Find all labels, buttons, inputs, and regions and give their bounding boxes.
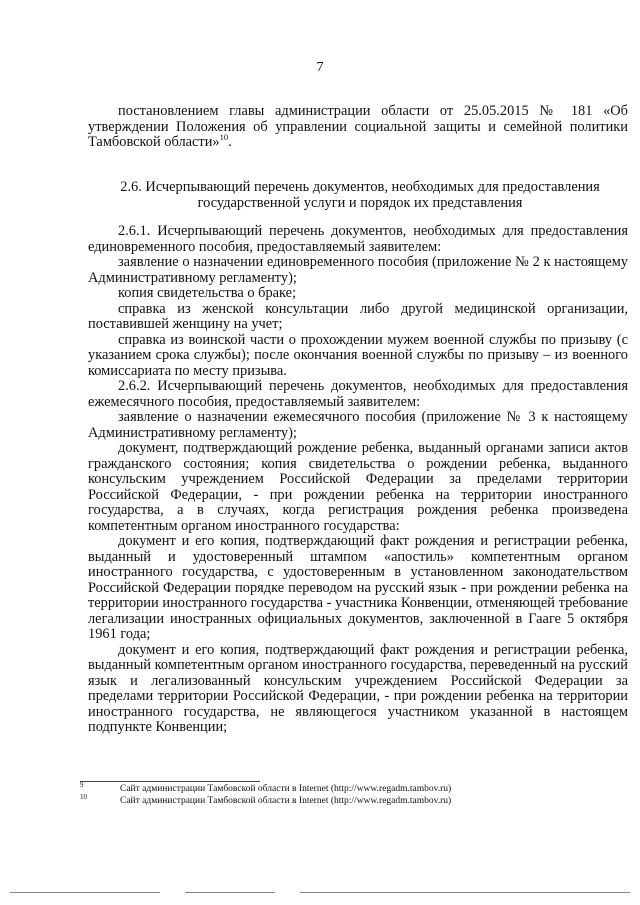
intro-paragraph — [88, 104, 628, 151]
scan-artifact-line — [185, 892, 275, 893]
list-item-apostille-document: документ и его копия, подтверждающий факт рождения и регистрации ребенка, выданный и удостоверенный штампом «апостиль» компетентным органом иностранного государства, с удостоверенным в установленном законодательством Российской Федерации порядке переводом на русский язык - при рождении ребенка на территории иностранного государства - участника Конвенции, отменяющей требование легализации иностранных официальных документов, заключенной в Гааге 5 октября 1961 года; — [88, 533, 628, 642]
footnote-number: 10 — [80, 793, 87, 801]
footnote-number: 9 — [80, 781, 84, 789]
footnote-text: Сайт администрации Тамбовской области в Internet (http://www.regadm.tambov.ru) — [120, 784, 452, 794]
intro-tail: . — [228, 134, 232, 150]
footnote-text: Сайт администрации Тамбовской области в Internet (http://www.regadm.tambov.ru) — [120, 796, 452, 806]
intro-text — [88, 104, 628, 151]
paragraph-2-6-2: 2.6.2. Исчерпывающий перечень документов, необходимых для предоставления ежемесячного пособия, предоставляемый заявителем: — [88, 378, 628, 410]
list-item-marriage-certificate: копия свидетельства о браке; — [118, 285, 297, 301]
list-item-application-lump-sum: заявление о назначении единовременного пособия (приложение № 2 к настоящему Административному регламенту); — [88, 254, 628, 286]
footnotes — [80, 783, 620, 807]
footnote-ref-10: 10 — [219, 132, 229, 143]
intro-body: постановлением главы администрации области от 25.05.2015 № 181 «Об утверждении Положения об управлении социальной защиты и семейной политики Тамбовской области» — [88, 103, 628, 150]
footnote-divider — [80, 781, 260, 782]
list-item-application-monthly: заявление о назначении ежемесячного пособия (приложение № 3 к настоящему Административному регламенту); — [88, 409, 628, 441]
section-body — [88, 224, 628, 736]
scan-artifact-line — [10, 892, 160, 893]
footnote-10 — [80, 795, 620, 807]
list-item-medical-certificate: справка из женской консультации либо другой медицинской организации, поставившей женщину на учет; — [88, 300, 628, 332]
footnote-9 — [80, 783, 620, 795]
page-number: 7 — [316, 60, 324, 75]
scan-artifact-line — [300, 892, 630, 893]
list-item-military-certificate: справка из воинской части о прохождении мужем военной службы по призыву (с указанием срока службы); после окончания военной службы по призыву – из военного комиссариата по месту призыва. — [88, 331, 628, 379]
list-item-legalized-document: документ и его копия, подтверждающий факт рождения и регистрации ребенка, выданный компетентным органом иностранного государства, переведенный на русский язык и легализованный консульским учреждением Российской Федерации за пределами территории Российской Федерации, - при рождении ребенка на территории иностранного государства, не являющегося участником указанной в настоящем подпункте Конвенции; — [88, 641, 628, 735]
paragraph-2-6-1: 2.6.1. Исчерпывающий перечень документов, необходимых для предоставления единовременного пособия, предоставляемый заявителем: — [88, 223, 628, 255]
section-title: 2.6. Исчерпывающий перечень документов, необходимых для предоставления государственной услуги и порядок их представления — [120, 179, 600, 211]
list-item-birth-document: документ, подтверждающий рождение ребенка, выданный органами записи актов гражданского состояния; копия свидетельства о рождении ребенка, выданного консульским учреждением Российской Федерации за пределами территории Российской Федерации, - при рождении ребенка на территории иностранного государства, а в случаях, когда регистрация рождения ребенка произведена компетентным органом иностранного государства: — [88, 440, 628, 534]
